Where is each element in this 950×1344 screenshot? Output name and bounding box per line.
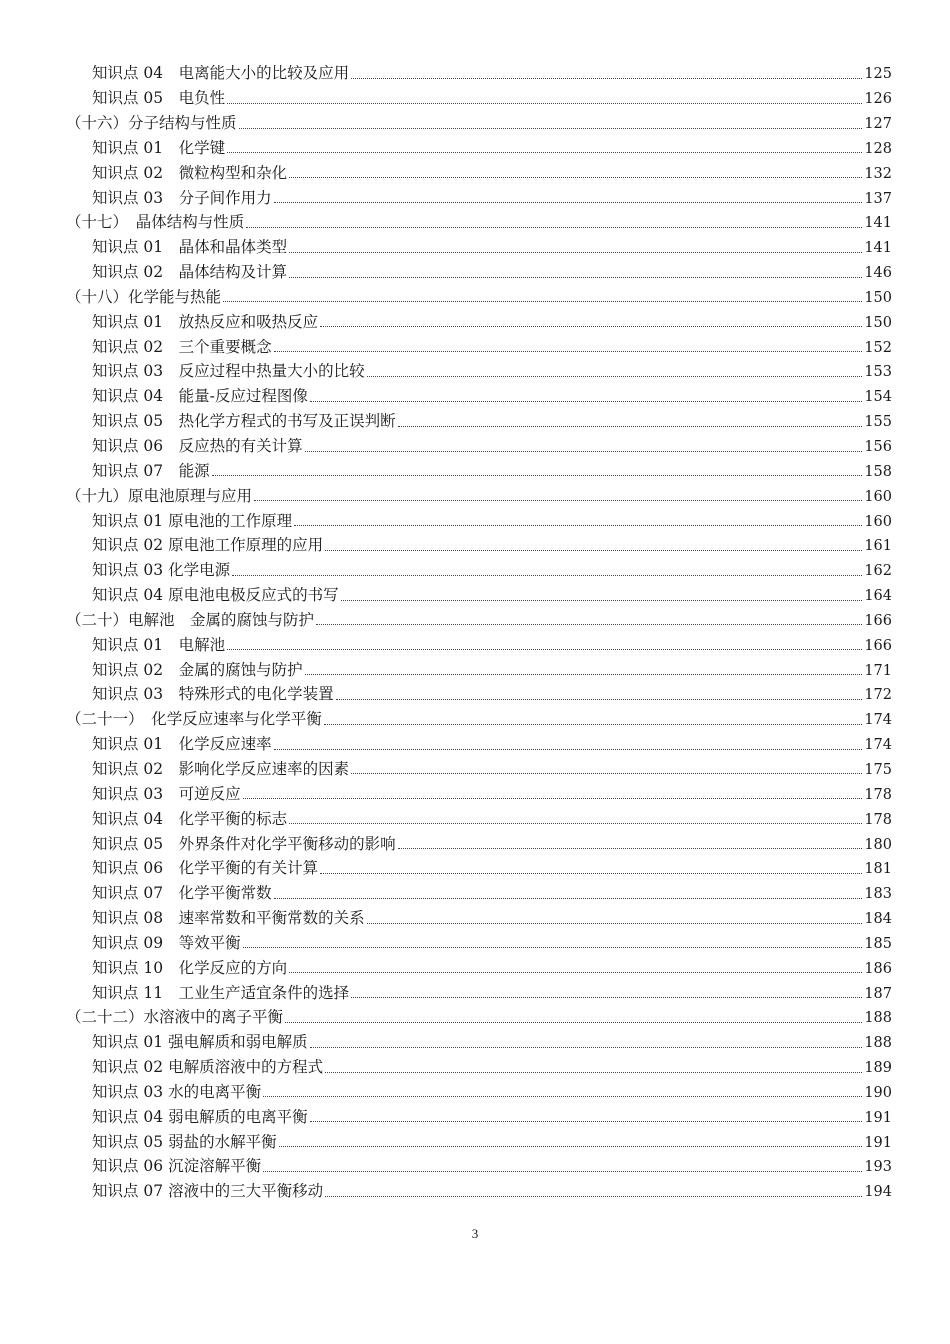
toc-section-entry[interactable] [66, 554, 892, 579]
toc-section-entry[interactable] [66, 1175, 892, 1200]
toc-entry-label: 知识点 07 化学平衡常数 [92, 884, 272, 903]
toc-entry-page: 175 [864, 761, 892, 778]
toc-entry-label: 知识点 04 化学平衡的标志 [92, 809, 288, 828]
toc-entry-page: 160 [864, 513, 892, 530]
toc-leader-dots [274, 351, 863, 352]
toc-entry-label: 知识点 01 化学反应速率 [92, 735, 272, 754]
toc-entry-label: 知识点 03 水的电离平衡 [92, 1082, 262, 1101]
toc-chapter-entry[interactable] [66, 703, 892, 728]
toc-chapter-entry[interactable] [66, 281, 892, 306]
toc-leader-dots [227, 103, 862, 104]
toc-leader-dots [310, 1047, 863, 1048]
toc-entry-label: 知识点 01 电解池 [92, 635, 226, 654]
toc-entry-label: （十八）化学能与热能 [66, 287, 222, 306]
toc-entry-page: 126 [864, 91, 892, 108]
toc-entry-label: （二十）电解池 金属的腐蚀与防护 [66, 610, 315, 629]
toc-entry-label: 知识点 11 工业生产适宜条件的选择 [92, 983, 350, 1002]
toc-entry-label: 知识点 03 特殊形式的电化学装置 [92, 685, 334, 704]
toc-entry-label: 知识点 10 化学反应的方向 [92, 958, 288, 977]
toc-leader-dots [310, 401, 862, 402]
toc-leader-dots [351, 997, 862, 998]
toc-leader-dots [325, 1196, 862, 1197]
toc-entry-label: 知识点 04 原电池电极反应式的书写 [92, 586, 339, 605]
toc-entry-label: 知识点 04 能量-反应过程图像 [92, 387, 308, 406]
toc-leader-dots [289, 252, 862, 253]
toc-entry-page: 183 [864, 886, 892, 903]
toc-section-entry[interactable] [66, 827, 892, 852]
toc-leader-dots [325, 1072, 862, 1073]
toc-section-entry[interactable] [66, 430, 892, 455]
toc-chapter-entry[interactable] [66, 1001, 892, 1026]
toc-chapter-entry[interactable] [66, 604, 892, 629]
toc-entry-label: 知识点 02 影响化学反应速率的因素 [92, 759, 350, 778]
toc-leader-dots [289, 823, 862, 824]
toc-entry-page: 174 [864, 712, 892, 729]
toc-section-entry[interactable] [66, 877, 892, 902]
toc-section-entry[interactable] [66, 1076, 892, 1101]
toc-entry-page: 128 [864, 140, 892, 157]
toc-entry-page: 158 [864, 463, 892, 480]
toc-leader-dots [320, 326, 862, 327]
toc-leader-dots [274, 202, 863, 203]
toc-leader-dots [351, 773, 862, 774]
toc-entry-page: 156 [864, 439, 892, 455]
toc-leader-dots [289, 277, 862, 278]
toc-leader-dots [305, 674, 863, 675]
toc-section-entry[interactable] [66, 231, 892, 256]
toc-entry-label: （十九）原电池原理与应用 [66, 486, 253, 505]
toc-leader-dots [398, 848, 863, 849]
toc-entry-page: 188 [864, 1035, 892, 1052]
toc-entry-page: 180 [864, 836, 892, 853]
toc-entry-label: （二十一） 化学反应速率与化学平衡 [66, 710, 322, 729]
toc-entry-page: 186 [864, 960, 892, 977]
toc-leader-dots [239, 128, 863, 129]
table-of-contents [66, 57, 892, 1200]
toc-entry-label: 知识点 05 热化学方程式的书写及正误判断 [92, 412, 396, 431]
toc-leader-dots [232, 575, 862, 576]
toc-section-entry[interactable] [66, 181, 892, 206]
toc-entry-label: 知识点 06 化学平衡的有关计算 [92, 859, 319, 878]
toc-entry-label: （十七） 晶体结构与性质 [66, 213, 245, 232]
toc-section-entry[interactable] [66, 678, 892, 703]
toc-entry-page: 181 [864, 861, 892, 878]
page-number: 3 [471, 1226, 479, 1241]
toc-entry-page: 174 [864, 737, 892, 754]
toc-section-entry[interactable] [66, 57, 892, 82]
toc-leader-dots [341, 600, 863, 601]
toc-entry-label: 知识点 03 反应过程中热量大小的比较 [92, 362, 365, 381]
toc-entry-label: 知识点 07 能源 [92, 461, 210, 480]
toc-chapter-entry[interactable] [66, 479, 892, 504]
toc-entry-label: 知识点 05 外界条件对化学平衡移动的影响 [92, 834, 396, 853]
toc-section-entry[interactable] [66, 455, 892, 480]
toc-section-entry[interactable] [66, 1125, 892, 1150]
toc-leader-dots [254, 500, 862, 501]
toc-entry-label: 知识点 06 沉淀溶解平衡 [92, 1157, 262, 1176]
toc-entry-page: 188 [864, 1010, 892, 1027]
toc-entry-page: 154 [864, 389, 892, 406]
toc-entry-page: 190 [864, 1084, 892, 1101]
toc-leader-dots [324, 724, 863, 725]
toc-chapter-entry[interactable] [66, 107, 892, 132]
toc-entry-label: 知识点 07 溶液中的三大平衡移动 [92, 1182, 324, 1201]
toc-entry-page: 146 [864, 265, 892, 282]
toc-section-entry[interactable] [66, 902, 892, 927]
toc-leader-dots [316, 624, 862, 625]
toc-leader-dots [289, 972, 862, 973]
toc-entry-label: 知识点 05 弱盐的水解平衡 [92, 1132, 277, 1151]
toc-entry-label: 知识点 08 速率常数和平衡常数的关系 [92, 909, 365, 928]
toc-entry-label: 知识点 09 等效平衡 [92, 933, 241, 952]
toc-entry-page: 178 [864, 786, 892, 803]
toc-entry-label: 知识点 03 化学电源 [92, 561, 231, 580]
toc-leader-dots [243, 798, 863, 799]
toc-entry-page: 162 [864, 563, 892, 580]
toc-entry-label: 知识点 02 晶体结构及计算 [92, 263, 288, 282]
toc-entry-label: 知识点 02 微粒构型和杂化 [92, 163, 288, 182]
toc-chapter-entry[interactable] [66, 206, 892, 231]
toc-entry-label: 知识点 03 可逆反应 [92, 784, 241, 803]
toc-entry-page: 191 [864, 1109, 892, 1126]
toc-leader-dots [367, 376, 863, 377]
toc-section-entry[interactable] [66, 156, 892, 181]
toc-section-entry[interactable] [66, 529, 892, 554]
toc-entry-page: 172 [864, 687, 892, 704]
toc-leader-dots [212, 475, 863, 476]
toc-entry-page: 125 [864, 66, 892, 83]
toc-section-entry[interactable] [66, 927, 892, 952]
toc-entry-label: （十六）分子结构与性质 [66, 114, 237, 133]
toc-section-entry[interactable] [66, 1051, 892, 1076]
toc-entry-label: 知识点 02 金属的腐蚀与防护 [92, 660, 303, 679]
toc-entry-page: 161 [864, 538, 892, 555]
toc-leader-dots [227, 649, 862, 650]
toc-section-entry[interactable] [66, 305, 892, 330]
toc-entry-page: 152 [864, 339, 892, 356]
toc-leader-dots [246, 227, 862, 228]
toc-section-entry[interactable] [66, 380, 892, 405]
toc-leader-dots [227, 152, 862, 153]
toc-section-entry[interactable] [66, 1150, 892, 1175]
toc-section-entry[interactable] [66, 330, 892, 355]
toc-section-entry[interactable] [66, 976, 892, 1001]
toc-entry-page: 137 [864, 190, 892, 207]
toc-entry-page: 166 [864, 637, 892, 654]
toc-entry-label: 知识点 01 强电解质和弱电解质 [92, 1033, 308, 1052]
toc-section-entry[interactable] [66, 1026, 892, 1051]
toc-entry-page: 155 [864, 414, 892, 431]
toc-entry-label: 知识点 02 电解质溶液中的方程式 [92, 1058, 324, 1077]
toc-entry-page: 150 [864, 289, 892, 306]
toc-leader-dots [351, 78, 862, 79]
toc-entry-page: 150 [864, 314, 892, 331]
toc-entry-label: 知识点 06 反应热的有关计算 [92, 437, 303, 455]
toc-leader-dots [263, 1096, 862, 1097]
toc-section-entry[interactable] [66, 132, 892, 157]
toc-section-entry[interactable] [66, 951, 892, 976]
toc-entry-label: 知识点 05 电负性 [92, 89, 226, 108]
toc-section-entry[interactable] [66, 753, 892, 778]
toc-entry-label: 知识点 02 三个重要概念 [92, 337, 272, 356]
toc-entry-page: 187 [864, 985, 892, 1002]
toc-entry-page: 171 [864, 662, 892, 679]
toc-section-entry[interactable] [66, 777, 892, 802]
toc-section-entry[interactable] [66, 355, 892, 380]
toc-leader-dots [336, 699, 863, 700]
toc-entry-label: 知识点 01 原电池的工作原理 [92, 511, 293, 530]
toc-entry-label: 知识点 01 晶体和晶体类型 [92, 238, 288, 257]
toc-section-entry[interactable] [66, 82, 892, 107]
toc-entry-page: 166 [864, 612, 892, 629]
toc-section-entry[interactable] [66, 628, 892, 653]
toc-leader-dots [274, 749, 863, 750]
toc-entry-page: 132 [864, 165, 892, 182]
toc-entry-label: 知识点 04 电离能大小的比较及应用 [92, 64, 350, 83]
toc-leader-dots [263, 1171, 862, 1172]
toc-section-entry[interactable] [66, 405, 892, 430]
toc-entry-page: 160 [864, 488, 892, 505]
toc-entry-page: 178 [864, 811, 892, 828]
toc-entry-label: （二十二）水溶液中的离子平衡 [66, 1008, 284, 1027]
toc-section-entry[interactable] [66, 802, 892, 827]
toc-entry-page: 184 [864, 911, 892, 928]
toc-entry-page: 194 [864, 1184, 892, 1201]
toc-leader-dots [398, 426, 863, 427]
toc-entry-page: 141 [864, 215, 892, 232]
toc-entry-page: 193 [864, 1159, 892, 1176]
toc-entry-page: 127 [864, 116, 892, 133]
toc-leader-dots [279, 1146, 863, 1147]
toc-section-entry[interactable] [66, 1100, 892, 1125]
toc-leader-dots [289, 177, 862, 178]
toc-section-entry[interactable] [66, 653, 892, 678]
toc-leader-dots [294, 525, 862, 526]
toc-entry-page: 185 [864, 935, 892, 952]
toc-entry-label: 知识点 01 化学键 [92, 138, 226, 157]
toc-entry-label: 知识点 03 分子间作用力 [92, 188, 272, 207]
toc-section-entry[interactable] [66, 852, 892, 877]
toc-entry-label: 知识点 04 弱电解质的电离平衡 [92, 1107, 308, 1126]
toc-entry-label: 知识点 02 原电池工作原理的应用 [92, 536, 324, 555]
toc-entry-page: 141 [864, 240, 892, 257]
toc-leader-dots [223, 301, 862, 302]
toc-entry-page: 189 [864, 1060, 892, 1077]
toc-entry-page: 153 [864, 364, 892, 381]
toc-section-entry[interactable] [66, 728, 892, 753]
toc-leader-dots [325, 550, 862, 551]
toc-leader-dots [305, 451, 863, 452]
toc-leader-dots [310, 1121, 863, 1122]
toc-section-entry[interactable] [66, 256, 892, 281]
toc-section-entry[interactable] [66, 579, 892, 604]
toc-section-entry[interactable] [66, 504, 892, 529]
toc-entry-label: 知识点 01 放热反应和吸热反应 [92, 312, 319, 331]
toc-entry-page: 164 [864, 588, 892, 605]
toc-leader-dots [243, 947, 863, 948]
toc-leader-dots [285, 1022, 862, 1023]
toc-leader-dots [320, 873, 862, 874]
toc-leader-dots [367, 923, 863, 924]
toc-entry-page: 191 [864, 1134, 892, 1151]
toc-leader-dots [274, 898, 863, 899]
